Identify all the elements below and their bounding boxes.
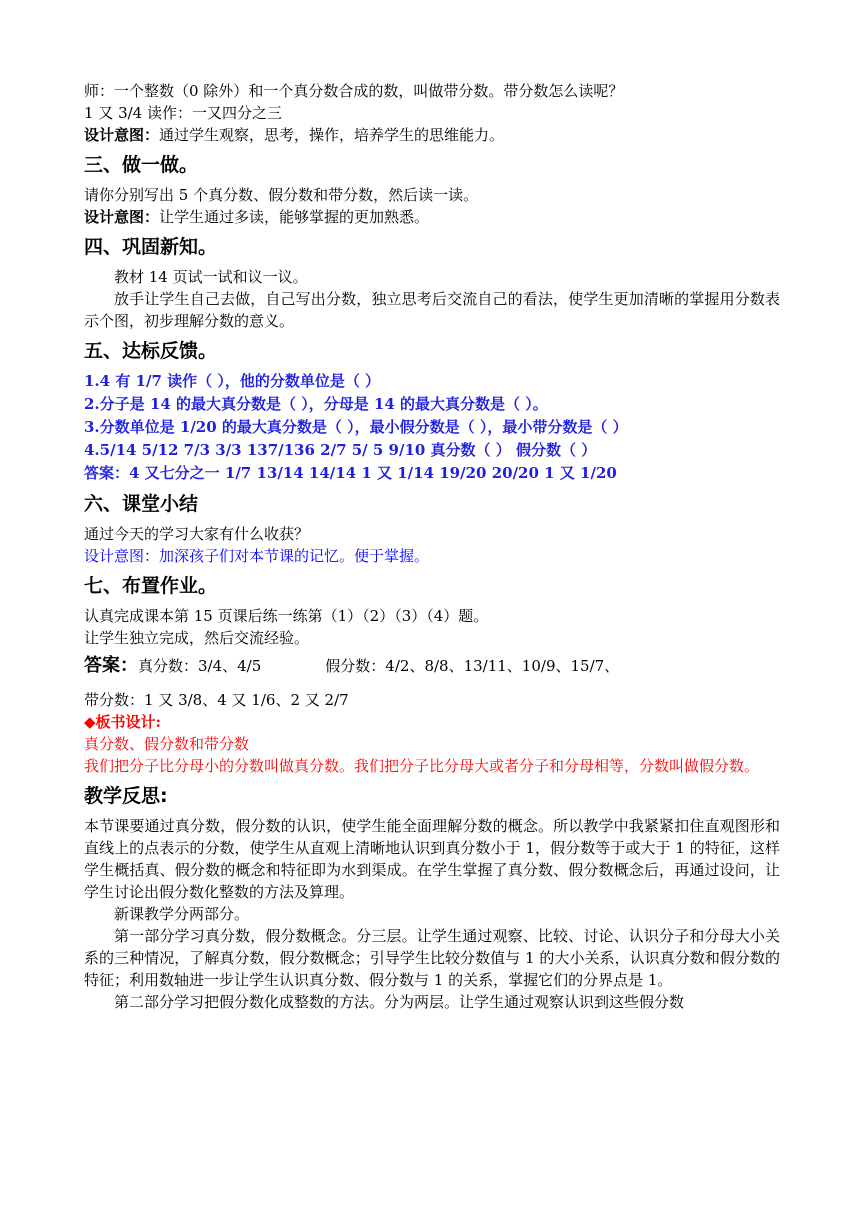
design-text: 通过学生观察，思考，操作，培养学生的思维能力。 — [159, 126, 505, 144]
question-2: 2.分子是 14 的最大真分数是（ ），分母是 14 的最大真分数是（ ）。 — [84, 395, 548, 413]
section-3-heading: 三、做一做。 — [84, 154, 199, 176]
section-7-heading: 七、布置作业。 — [84, 575, 218, 597]
board-design-line-1: 真分数、假分数和带分数 — [84, 735, 250, 753]
intro-line-1: 师：一个整数（0 除外）和一个真分数合成的数，叫做带分数。带分数怎么读呢？ — [84, 82, 624, 100]
section-3-design-intent — [84, 206, 780, 228]
reflection-paragraph-1: 本节课要通过真分数，假分数的认识，使学生能全面理解分数的概念。所以教学中我紧紧扣住直观图形和直线上的点表示的分数，使学生从直观上清晰地认识到真分数小于 1，假分数等于或大于 1 的特征，这样学生概括真、假分数的概念和特征即为水到渠成。在学生掌握了真分数、假分数概念后，再通过设问，让学生讨论出假分数化整数的方法及算理。 — [84, 817, 780, 901]
reflection-paragraph-4: 第二部分学习把假分数化成整数的方法。分为两层。让学生通过观察认识到这些假分数 — [114, 993, 685, 1011]
design-text: 让学生通过多读，能够掌握的更加熟悉。 — [159, 208, 430, 226]
board-design-line-2: 我们把分子比分母小的分数叫做真分数。我们把分子比分母大或者分子和分母相等，分数叫做假分数。 — [84, 757, 760, 775]
document-page — [84, 80, 780, 1013]
mixed-fractions: 带分数：1 又 3/8、4 又 1/6、2 又 2/7 — [84, 691, 349, 709]
section-4-paragraph: 放手让学生自己去做，自己写出分数，独立思考后交流自己的看法，使学生更加清晰的掌握用分数表示个图，初步理解分数的意义。 — [84, 290, 780, 330]
section-7-line-2: 让学生独立完成，然后交流经验。 — [84, 629, 310, 647]
section-6-line-1: 通过今天的学习大家有什么收获？ — [84, 525, 310, 543]
section-6-design-intent: 设计意图：加深孩子们对本节课的记忆。便于掌握。 — [84, 547, 430, 565]
homework-answers — [84, 653, 780, 679]
design-label: 设计意图： — [84, 126, 160, 144]
intro-line-2: 1 又 3/4 读作：一又四分之三 — [84, 104, 282, 122]
question-4: 4.5/14 5/12 7/3 3/3 137/136 2/7 5/ 5 9/10 真分数（ ） 假分数（ ） — [84, 441, 597, 459]
answers-label: 答案： — [84, 655, 138, 676]
reflection-paragraph-3: 第一部分学习真分数，假分数概念。分三层。让学生通过观察、比较、讨论、认识分子和分母大小关系的三种情况，了解真分数，假分数概念；引导学生比较分数值与 1 的大小关系，认识真分数和假分数的特征；利用数轴进一步让学生认识真分数、假分数与 1 的关系，掌握它们的分界点是 1。 — [84, 927, 780, 989]
board-design-title: ◆板书设计: — [84, 713, 162, 731]
proper-fractions: 真分数：3/4、4/5 — [138, 657, 262, 675]
section-3-line-1: 请你分别写出 5 个真分数、假分数和带分数，然后读一读。 — [84, 186, 479, 204]
design-label: 设计意图： — [84, 208, 160, 226]
reflection-heading: 教学反思: — [84, 785, 168, 807]
improper-fractions: 假分数：4/2、8/8、13/11、10/9、15/7、 — [325, 657, 620, 675]
intro-design-intent — [84, 124, 780, 146]
question-answers: 答案：4 又七分之一 1/7 13/14 14/14 1 又 1/14 19/20 20/20 1 又 1/20 — [84, 464, 617, 482]
section-5-heading: 五、达标反馈。 — [84, 340, 218, 362]
section-6-heading: 六、课堂小结 — [84, 493, 199, 515]
section-7-line-1: 认真完成课本第 15 页课后练一练第（1）（2）（3）（4）题。 — [84, 607, 489, 625]
question-3: 3.分数单位是 1/20 的最大真分数是（ ），最小假分数是（ ），最小带分数是（ ） — [84, 418, 628, 436]
reflection-paragraph-2: 新课教学分两部分。 — [114, 905, 250, 923]
section-4-heading: 四、巩固新知。 — [84, 236, 218, 258]
question-1: 1.4 有 1/7 读作（ ），他的分数单位是（ ） — [84, 372, 381, 390]
section-4-line-1: 教材 14 页试一试和议一议。 — [114, 268, 308, 286]
